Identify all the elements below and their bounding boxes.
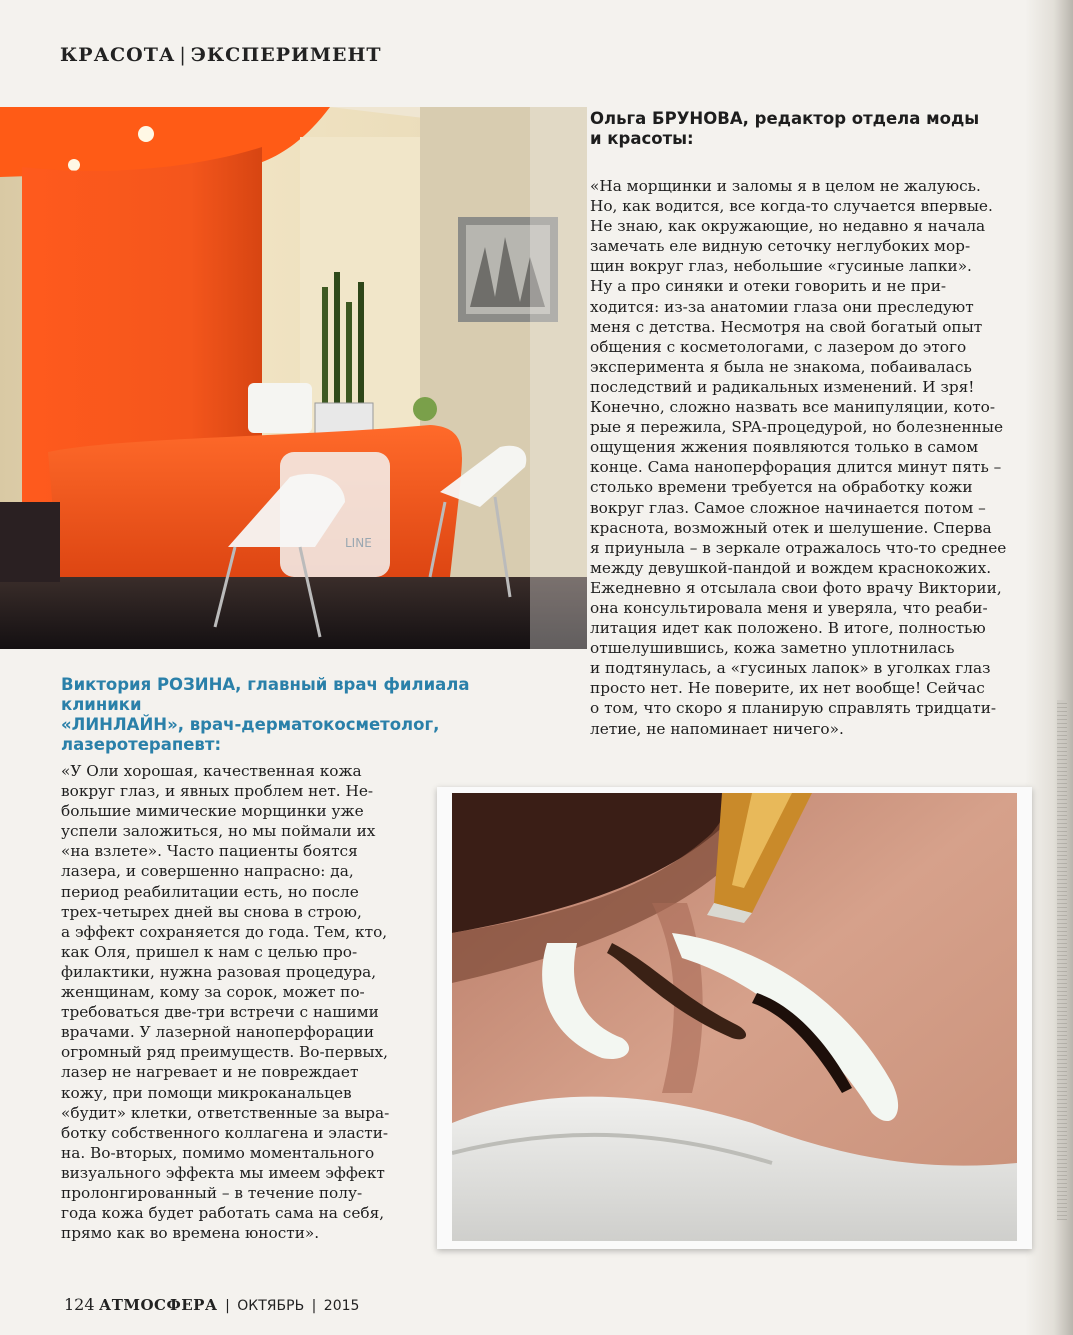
editor-body-line: и подтянулась, а «гусиных лапок» в уголках глаз [590, 659, 991, 678]
editor-body-line: ходится: из-за анатомии глаза они преследуют [590, 297, 974, 316]
editor-heading-line: и красоты: [590, 129, 694, 148]
footer-separator: | [225, 1298, 230, 1314]
doctor-body-line: лазер не нагревает и не повреждает [61, 1063, 359, 1082]
salon-photo-illustration [0, 107, 587, 649]
editor-body-line: конце. Сама наноперфорация длится минут пять – [590, 458, 1002, 477]
editor-body-line: просто нет. Не поверите, их нет вообще! Сейчас [590, 679, 985, 698]
editor-body-line: она консультировала меня и уверяла, что реаби- [590, 598, 988, 617]
issue-month: ОКТЯБРЬ [237, 1298, 305, 1314]
footer-separator: | [311, 1298, 317, 1314]
editor-body-line: литация идет как положено. В итоге, полностью [590, 619, 986, 638]
editor-body-line: Не знаю, как окружающие, но недавно я начала [590, 217, 986, 236]
editor-body-line: эксперимента я была не знакома, побаивалась [590, 357, 972, 376]
editor-body-line: меня с детства. Несмотря на свой богатый опыт [590, 317, 983, 336]
doctor-body-line: года кожа будет работать сама на себя, [61, 1204, 385, 1223]
issue-year: 2015 [323, 1298, 360, 1314]
editor-body-line: Конечно, сложно назвать все манипуляции, кото- [590, 398, 996, 417]
editor-body-line: я приуныла – в зеркале отражалось что-то среднее [590, 538, 1007, 557]
doctor-body-line: «будит» клетки, ответственные за выра- [61, 1103, 390, 1122]
page-number: 124 [64, 1295, 95, 1314]
salon-reception-photo [0, 107, 587, 649]
editor-body-line: «На морщинки и заломы я в целом не жалуюсь. [590, 177, 981, 195]
editor-quote-heading [590, 109, 1030, 149]
doctor-body-line: пролонгированный – в течение полу- [61, 1183, 363, 1202]
doctor-body-line: прямо как во времена юности». [61, 1224, 320, 1243]
editor-body-line: вокруг глаз. Самое сложное начинается потом – [590, 498, 986, 517]
editor-body-line: краснота, возможный отек и шелушение. Сперва [590, 518, 992, 537]
doctor-body-line: как Оля, пришел к нам с целью про- [61, 942, 358, 961]
editor-body-line: летие, не напоминает ничего». [590, 719, 844, 738]
editor-body-line: Ежедневно я отсылала свои фото врачу Виктории, [590, 578, 1002, 597]
editor-body-line: Ну а про синяки и отеки говорить и не при- [590, 277, 947, 296]
doctor-quote-heading [61, 675, 541, 755]
doctor-body-line: большие мимические морщинки уже [61, 802, 364, 821]
doctor-body-line: филактики, нужна разовая процедура, [61, 962, 377, 981]
doctor-body-line: огромный ряд преимуществ. Во-первых, [61, 1043, 388, 1062]
rubric-subsection: ЭКСПЕРИМЕНТ [190, 44, 382, 66]
editor-body-line: о том, что скоро я планирую справлять тридцати- [590, 699, 997, 718]
doctor-body-line: ботку собственного коллагена и эласти- [61, 1123, 389, 1142]
magazine-name: АТМОСФЕРА [99, 1296, 218, 1314]
doctor-body-line: лазера, и совершенно напрасно: да, [61, 862, 354, 881]
editor-body-line: ощущения жжения появляются только в самом [590, 438, 979, 457]
editor-body-line: щин вокруг глаз, небольшие «гусиные лапки». [590, 257, 972, 276]
doctor-body-line: период реабилитации есть, но после [61, 882, 359, 901]
editor-body-line: столько времени требуется на обработку кожи [590, 478, 973, 497]
editor-body-line: Но, как водится, все когда-то случается впервые. [590, 197, 993, 216]
editor-body-line: рые я пережила, SPA-процедурой, но болезненные [590, 418, 1003, 437]
page-footer [64, 1295, 464, 1314]
doctor-body-line: требоваться две-три встречи с нашими [61, 1003, 379, 1022]
eye-cream-application-photo [452, 793, 1017, 1241]
editor-body-line: последствий и радикальных изменений. И зря! [590, 377, 975, 396]
doctor-heading-line: лазеротерапевт: [61, 735, 222, 754]
doctor-body-line: врачами. У лазерной наноперфорации [61, 1023, 375, 1042]
rubric-separator: | [179, 44, 187, 66]
adjacent-page-edge [1057, 700, 1067, 1220]
doctor-body-line: «У Оли хорошая, качественная кожа [61, 762, 362, 780]
doctor-body-line: «на взлете». Часто пациенты боятся [61, 842, 358, 861]
editor-body-line: отшелушившись, кожа заметно уплотнилась [590, 639, 955, 658]
editor-body-line: между девушкой-пандой и вождем краснокожих. [590, 558, 992, 577]
editor-quote-body [590, 176, 1030, 739]
doctor-body-line: вокруг глаз, и явных проблем нет. Не- [61, 782, 374, 801]
editor-heading-line: Ольга БРУНОВА, редактор отдела моды [590, 109, 980, 128]
doctor-body-line: кожу, при помощи микроканальцев [61, 1083, 352, 1102]
doctor-body-line: на. Во-вторых, помимо моментального [61, 1143, 375, 1162]
doctor-body-line: а эффект сохраняется до года. Тем, кто, [61, 922, 388, 941]
doctor-heading-line: «ЛИНЛАЙН», врач-дерматокосметолог, [61, 715, 440, 734]
salon-sign-text: LINE [345, 536, 372, 550]
doctor-quote-body [61, 761, 431, 1243]
doctor-body-line: женщинам, кому за сорок, может по- [61, 983, 365, 1002]
doctor-body-line: визуального эффекта мы имеем эффект [61, 1163, 385, 1182]
section-rubric [60, 44, 460, 66]
doctor-body-line: трех-четырех дней вы снова в строю, [61, 902, 362, 921]
face-photo-illustration [452, 793, 1017, 1241]
rubric-section: КРАСОТА [60, 44, 176, 66]
doctor-heading-line: Виктория РОЗИНА, главный врач филиала клиники [61, 675, 470, 714]
doctor-body-line: успели заложиться, но мы поймали их [61, 822, 376, 841]
editor-body-line: общения с косметологами, с лазером до этого [590, 337, 967, 356]
eye-procedure-photo-frame [437, 787, 1032, 1249]
editor-body-line: замечать еле видную сеточку неглубоких мор- [590, 237, 971, 256]
